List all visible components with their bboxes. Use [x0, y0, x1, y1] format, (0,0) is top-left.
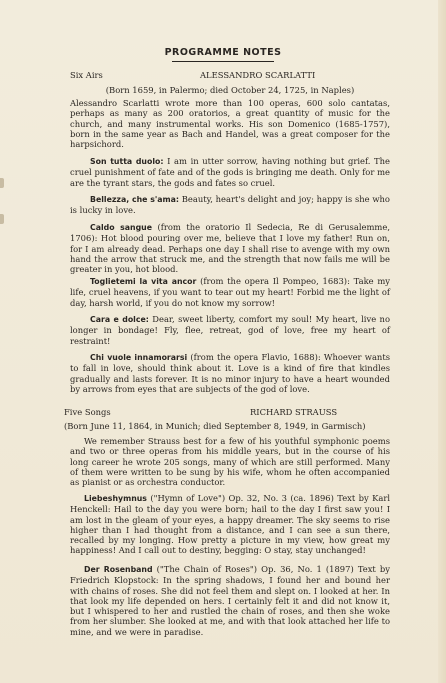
song-text: ("Hymn of Love") Op. 32, No. 3 (ca. 1896) Text by Karl Henckell: Hail to the day you were born; hail to the day I first saw you! I am lost in the gleam of your eyes, a happy dreamer. The sky seems to rise higher than I had thought from a distance, and I can see a sun there, recalled by my longing. How pretty a picture in my view, how great my happiness! And I call out to destiny, begging: O stay, stay unchanged! — [70, 493, 390, 556]
song-title: Liebeshymnus — [84, 494, 147, 503]
title-underline — [172, 61, 274, 62]
song-note — [70, 156, 390, 188]
song-text: (from the opera Il Pompeo, 1683): Take my life, cruel heavens, if you want to tear out my heart! Forbid me the light of day, harsh world, if you do not know my sorrow! — [70, 276, 391, 308]
composer-name: ALESSANDRO SCARLATTI — [200, 70, 316, 80]
song-title: Der Rosenband — [84, 565, 153, 574]
page-edge — [438, 0, 446, 683]
song-title: Cara e dolce: — [90, 315, 149, 324]
song-text: (from the oratorio Il Sedecia, Re di Gerusalemme, 1706): Hot blood pouring over me, believe that I love my father! Run on, for I am already dead. Perhaps one day I shall rise to avenge with my own hand the arrow that struck me, and the strength that now fails me will be greater in you, hot blood. — [70, 222, 390, 275]
song-note — [70, 493, 390, 556]
song-note — [70, 222, 390, 274]
song-title: Chi vuole innamorarsi — [90, 353, 188, 362]
song-text: Dear, sweet liberty, comfort my soul! My heart, live no longer in bondage! Fly, flee, retreat, god of love, free my heart of restraint! — [70, 314, 390, 346]
group-title: Six Airs — [70, 70, 103, 80]
group-title: Five Songs — [64, 407, 111, 417]
song-title: Son tutta duolo: — [90, 157, 164, 166]
song-title: Toglietemi la vita ancor — [90, 277, 197, 286]
composer-bio: Alessandro Scarlatti wrote more than 100 operas, 600 solo cantatas, perhaps as many as 200 oratorios, a great quantity of music for the church, and many instrumental works. His son Domenico (1685-1757), born in the same year as Bach and Handel, was a great composer for the harpsichord. — [70, 98, 390, 150]
song-note — [70, 352, 390, 394]
song-note — [70, 276, 390, 308]
page-title: PROGRAMME NOTES — [164, 47, 282, 58]
song-note — [70, 564, 390, 637]
song-note — [70, 194, 390, 216]
composer-dates: (Born June 11, 1864, in Munich; died September 8, 1949, in Garmisch) — [64, 421, 366, 431]
song-title: Bellezza, che s'ama: — [90, 195, 180, 204]
song-text: Beauty, heart's delight and joy; happy is she who is lucky in love. — [70, 194, 390, 216]
composer-name: RICHARD STRAUSS — [250, 407, 338, 417]
song-title: Caldo sangue — [90, 223, 153, 232]
song-text: I am in utter sorrow, having nothing but grief. The cruel punishment of fate and of the gods is bringing me death. Only for me are the tyrant stars, the gods and fates so cruel. — [70, 156, 390, 188]
song-text: (from the opera Flavio, 1688): Whoever wants to fall in love, should think about it. Love is a kind of fire that kindles gradually and lasts forever. It is no minor injury to have a heart wounded by arrows from eyes that are subjects of the god of love. — [70, 352, 390, 394]
punch-hole-mark — [0, 214, 4, 224]
song-note — [70, 314, 390, 346]
composer-bio: We remember Strauss best for a few of his youthful symphonic poems and two or three operas from his middle years, but in the course of his long career he wrote 205 songs, many of which are still performed. Many of them were written to be sung by his wife, whom he often accompanied as pianist or as orchestra conductor. — [70, 436, 390, 488]
punch-hole-mark — [0, 178, 4, 188]
song-text: ("The Chain of Roses") Op. 36, No. 1 (1897) Text by Friedrich Klopstock: In the spring shadows, I found her and bound her with chains of roses. She did not feel them and slept on. I looked at her. In that look my life depended on hers. I certainly felt it and did not know it, but I whispered to her and rustled the chain of roses, and then she woke from her slumber. She looked at me, and with that look attached her life to mine, and we were in paradise. — [70, 564, 390, 637]
composer-dates: (Born 1659, in Palermo; died October 24, 1725, in Naples) — [105, 85, 355, 95]
